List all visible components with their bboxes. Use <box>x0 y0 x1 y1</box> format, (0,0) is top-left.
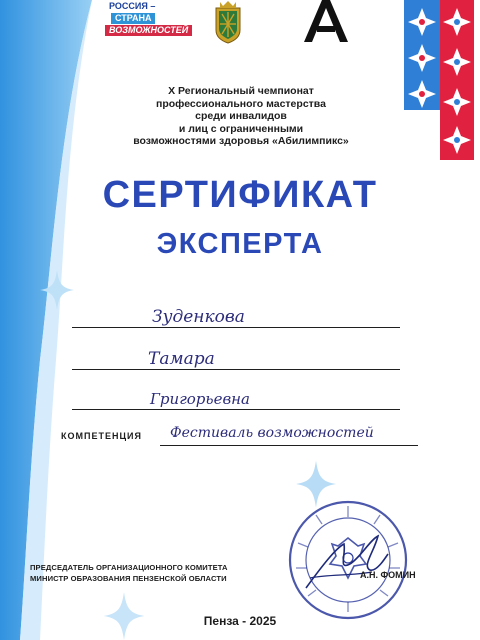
heading-line: X Региональный чемпионат <box>168 85 314 97</box>
russia-land-of-opportunity-logo <box>105 0 191 46</box>
signatory-name: А.Н. ФОМИН <box>360 570 416 580</box>
logo-text-line: РОССИЯ – <box>105 1 159 12</box>
place-and-year: Пенза - 2025 <box>203 614 277 628</box>
surname-line <box>72 327 400 328</box>
signatory-position: ПРЕДСЕДАТЕЛЬ ОРГАНИЗАЦИОННОГО КОМИТЕТА <box>30 563 228 572</box>
logo-text-line: СТРАНА <box>111 13 155 24</box>
recipient-surname: Зуденкова <box>152 307 245 327</box>
sparkle-icon <box>40 270 74 310</box>
certificate-subtitle: ЭКСПЕРТА <box>156 228 324 260</box>
abilympics-logo-icon <box>300 0 352 44</box>
patronymic-line <box>72 409 400 410</box>
logo-text-line: ВОЗМОЖНОСТЕЙ <box>105 25 192 36</box>
coat-of-arms-icon <box>213 0 243 44</box>
recipient-patronymic: Григорьевна <box>150 390 251 408</box>
heading-line: возможностями здоровья «Абилимпикс» <box>133 135 349 147</box>
competence-value: Фестиваль возможностей <box>170 425 374 441</box>
competence-line <box>160 445 418 446</box>
heading-line: и лиц с ограниченными <box>178 122 304 135</box>
handwritten-signature <box>300 530 390 600</box>
certificate-title: СЕРТИФИКАТ <box>102 174 378 216</box>
recipient-name: Тамара <box>148 349 215 369</box>
folk-ornament-decoration <box>404 0 474 160</box>
competence-label: КОМПЕТЕНЦИЯ <box>61 431 142 441</box>
championship-heading <box>110 85 372 148</box>
signatory-position: МИНИСТР ОБРАЗОВАНИЯ ПЕНЗЕНСКОЙ ОБЛАСТИ <box>30 574 227 583</box>
heading-line: среди инвалидов <box>195 110 287 122</box>
name-line <box>72 369 400 370</box>
heading-line: профессионального мастерства <box>156 97 326 110</box>
